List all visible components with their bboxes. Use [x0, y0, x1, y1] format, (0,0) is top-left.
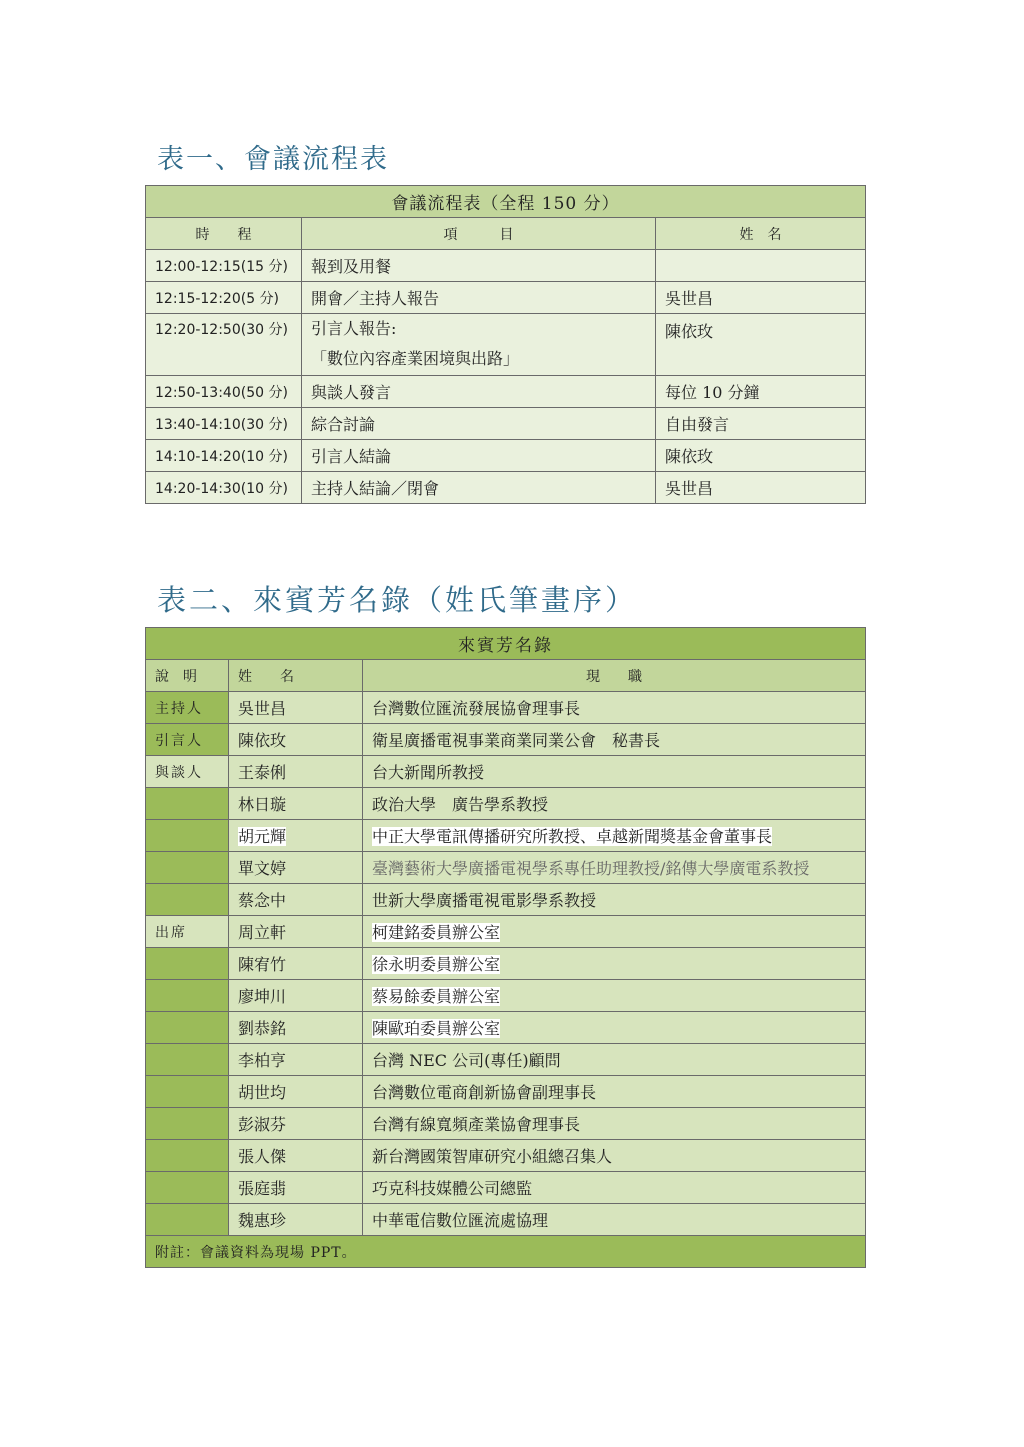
guest-role: [146, 788, 229, 820]
guest-name: 陳宥竹: [229, 948, 363, 980]
agenda-row: [146, 314, 866, 376]
guest-position: 衛星廣播電視事業商業同業公會 秘書長: [363, 724, 866, 756]
guest-row: [146, 1140, 866, 1172]
guest-position: [363, 948, 866, 980]
guest-role: [146, 852, 229, 884]
guest-position: 台灣有線寬頻產業協會理事長: [363, 1108, 866, 1140]
agenda-item: 綜合討論: [302, 408, 656, 440]
agenda-row: [146, 282, 866, 314]
guest-role: [146, 1012, 229, 1044]
guest-role: [146, 948, 229, 980]
guest-name: 蔡念中: [229, 884, 363, 916]
guest-row: [146, 852, 866, 884]
agenda-row: [146, 250, 866, 282]
agenda-table-title: 會議流程表（全程 150 分）: [146, 186, 866, 218]
guest-row: [146, 756, 866, 788]
agenda-time: 12:15-12:20(5 分): [146, 282, 302, 314]
agenda-row: [146, 376, 866, 408]
agenda-row: [146, 440, 866, 472]
guest-row: [146, 948, 866, 980]
guest-position: 台灣數位匯流發展協會理事長: [363, 692, 866, 724]
guest-role: [146, 1172, 229, 1204]
guest-header-role: 說 明: [146, 660, 229, 692]
guest-name: 張庭翡: [229, 1172, 363, 1204]
guest-name: 張人傑: [229, 1140, 363, 1172]
agenda-person: 自由發言: [656, 408, 866, 440]
guest-row: [146, 724, 866, 756]
agenda-header-item: 項 目: [302, 218, 656, 250]
agenda-item: 主持人結論／閉會: [302, 472, 656, 504]
guest-position: 新台灣國策智庫研究小組總召集人: [363, 1140, 866, 1172]
guest-position-text: 柯建銘委員辦公室: [372, 923, 501, 942]
guest-position: [363, 1012, 866, 1044]
agenda-item: 與談人發言: [302, 376, 656, 408]
agenda-person: 吳世昌: [656, 282, 866, 314]
guest-row: [146, 916, 866, 948]
guest-role: 引言人: [146, 724, 229, 756]
table1-heading: 表一、會議流程表: [157, 144, 389, 175]
guest-position: [363, 980, 866, 1012]
guest-name: 陳依玫: [229, 724, 363, 756]
agenda-person: [656, 250, 866, 282]
guest-position: 台大新聞所教授: [363, 756, 866, 788]
agenda-item: [302, 314, 656, 376]
guest-role: 與談人: [146, 756, 229, 788]
guest-table-title: 來賓芳名錄: [146, 628, 866, 660]
guest-name: 吳世昌: [229, 692, 363, 724]
agenda-item-line2: 「數位內容產業困境與出路」: [311, 349, 520, 368]
guest-row: [146, 1012, 866, 1044]
guest-role: [146, 1076, 229, 1108]
guest-row: [146, 820, 866, 852]
agenda-person: 陳依玫: [656, 314, 866, 376]
agenda-person: 陳依玫: [656, 440, 866, 472]
guest-row: [146, 1044, 866, 1076]
guest-name: 廖坤川: [229, 980, 363, 1012]
agenda-time: 13:40-14:10(30 分): [146, 408, 302, 440]
guest-position: 臺灣藝術大學廣播電視學系專任助理教授/銘傳大學廣電系教授: [363, 852, 866, 884]
guest-name: 單文婷: [229, 852, 363, 884]
guest-name: 彭淑芬: [229, 1108, 363, 1140]
guest-row: [146, 692, 866, 724]
guest-row: [146, 884, 866, 916]
guest-position-text: 徐永明委員辦公室: [372, 955, 501, 974]
agenda-time: 12:20-12:50(30 分): [146, 314, 302, 376]
guest-position: 世新大學廣播電視電影學系教授: [363, 884, 866, 916]
guest-position: 政治大學 廣告學系教授: [363, 788, 866, 820]
guest-name: 林日璇: [229, 788, 363, 820]
guest-role: [146, 884, 229, 916]
agenda-item: 報到及用餐: [302, 250, 656, 282]
guest-role: [146, 980, 229, 1012]
agenda-time: 14:10-14:20(10 分): [146, 440, 302, 472]
agenda-header-person: 姓 名: [656, 218, 866, 250]
guest-name: 王泰俐: [229, 756, 363, 788]
guest-name: [229, 820, 363, 852]
agenda-time: 12:50-13:40(50 分): [146, 376, 302, 408]
agenda-item: 引言人結論: [302, 440, 656, 472]
guest-name-text: 胡元輝: [238, 827, 287, 846]
guest-position-text: 中正大學電訊傳播研究所教授、卓越新聞獎基金會董事長: [372, 827, 773, 846]
agenda-row: [146, 408, 866, 440]
guest-row: [146, 1108, 866, 1140]
guest-name: 李柏亨: [229, 1044, 363, 1076]
guest-position-text: 陳歐珀委員辦公室: [372, 1019, 501, 1038]
guest-role: 主持人: [146, 692, 229, 724]
guest-role: [146, 1044, 229, 1076]
agenda-person: 每位 10 分鐘: [656, 376, 866, 408]
guest-row: [146, 1204, 866, 1236]
agenda-item-line1: 引言人報告:: [311, 319, 397, 338]
guest-header-position: 現 職: [363, 660, 866, 692]
guest-row: [146, 1172, 866, 1204]
guest-name: 周立軒: [229, 916, 363, 948]
guest-header-name: 姓 名: [229, 660, 363, 692]
guest-list-table: [145, 627, 866, 1268]
guest-position-text: 蔡易餘委員辦公室: [372, 987, 501, 1006]
guest-role: [146, 1108, 229, 1140]
table2-heading: 表二、來賓芳名錄（姓氏筆畫序）: [157, 583, 638, 617]
guest-role: 出席: [146, 916, 229, 948]
guest-row: [146, 788, 866, 820]
agenda-item: 開會／主持人報告: [302, 282, 656, 314]
guest-position: [363, 820, 866, 852]
agenda-person: 吳世昌: [656, 472, 866, 504]
agenda-table: [145, 185, 866, 504]
guest-row: [146, 1076, 866, 1108]
agenda-time: 12:00-12:15(15 分): [146, 250, 302, 282]
guest-name: 魏惠珍: [229, 1204, 363, 1236]
guest-role: [146, 1140, 229, 1172]
guest-position: 台灣 NEC 公司(專任)顧問: [363, 1044, 866, 1076]
guest-position: [363, 916, 866, 948]
agenda-row: [146, 472, 866, 504]
guest-table-footnote: 附註：會議資料為現場 PPT。: [146, 1236, 866, 1268]
agenda-header-time: 時 程: [146, 218, 302, 250]
guest-position: 台灣數位電商創新協會副理事長: [363, 1076, 866, 1108]
guest-row: [146, 980, 866, 1012]
guest-name: 劉恭銘: [229, 1012, 363, 1044]
guest-position: 中華電信數位匯流處協理: [363, 1204, 866, 1236]
guest-role: [146, 1204, 229, 1236]
guest-name: 胡世均: [229, 1076, 363, 1108]
guest-position: 巧克科技媒體公司總監: [363, 1172, 866, 1204]
guest-role: [146, 820, 229, 852]
agenda-time: 14:20-14:30(10 分): [146, 472, 302, 504]
